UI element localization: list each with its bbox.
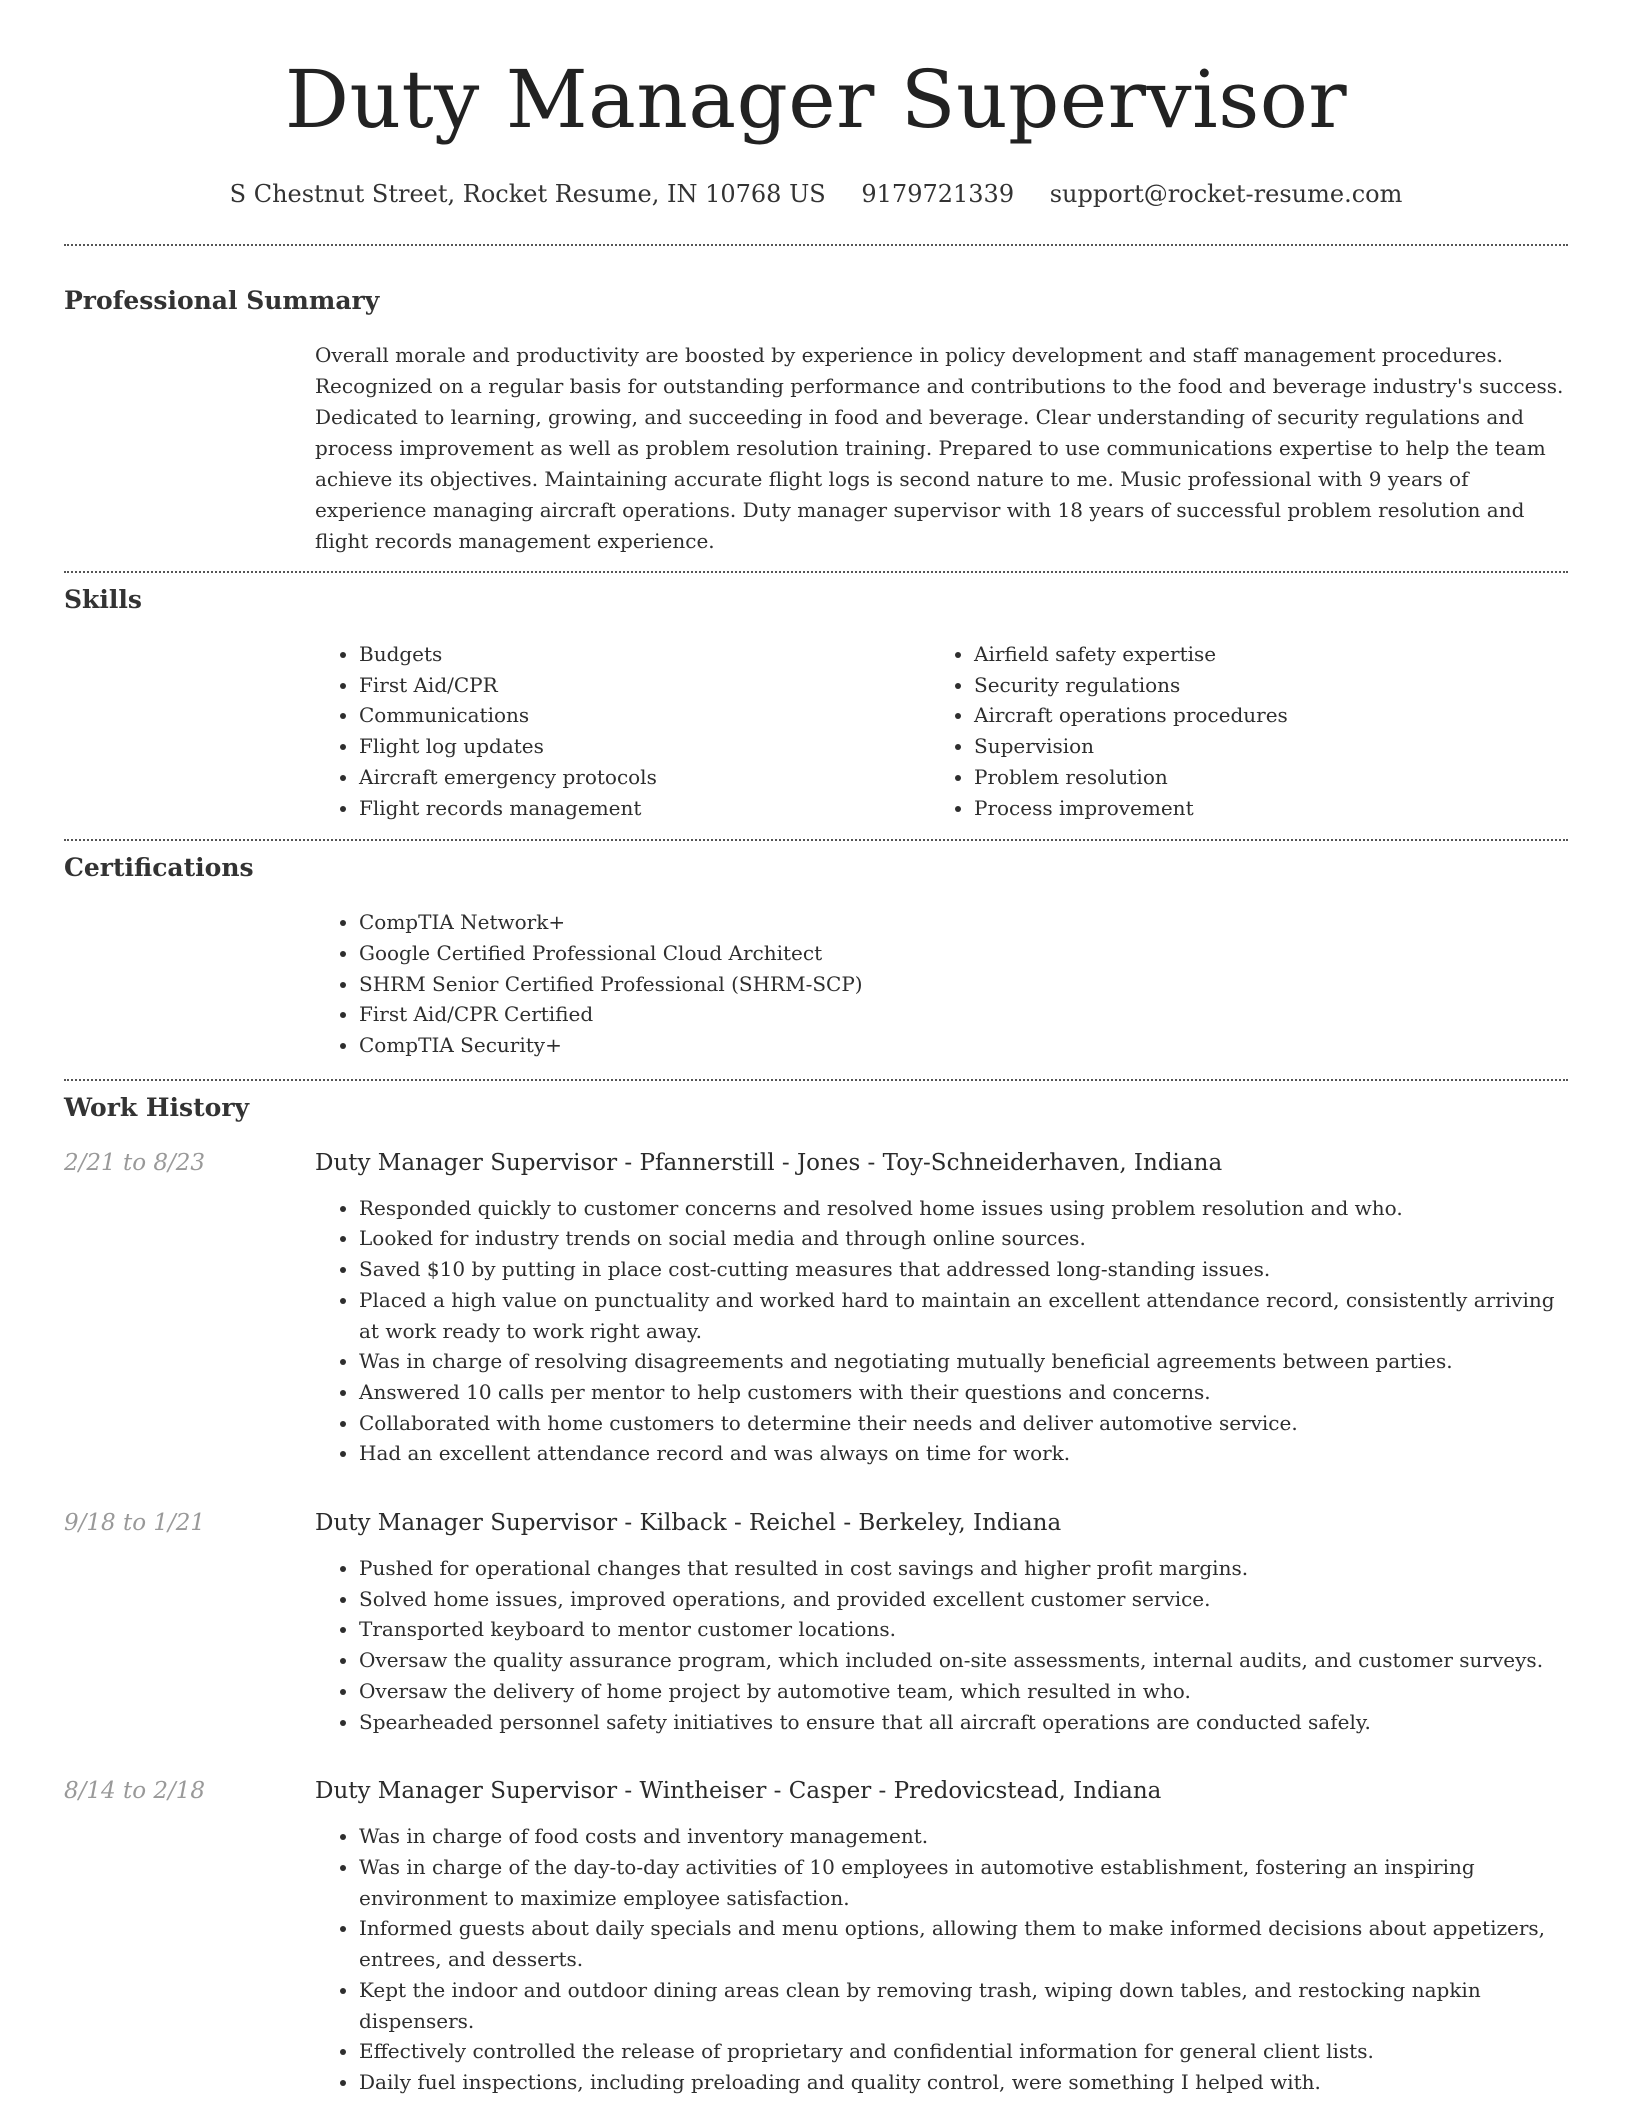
candidate-name: Duty Manager Supervisor	[284, 53, 1348, 146]
job-entry	[64, 1507, 1568, 1757]
certification-item: • CompTIA Network+	[359, 907, 1568, 938]
phone: 9179721339	[861, 180, 1015, 208]
job-bullet: • Oversaw the quality assurance program, which included on-site assessments, internal audits, and customer surveys.	[359, 1645, 1568, 1676]
job-title: Duty Manager Supervisor - Pfannerstill - Jones - Toy-Schneiderhaven, Indiana	[315, 1149, 1223, 1176]
job-bullet: • Informed guests about daily specials and menu options, allowing them to make informed decisions about appetizers, entrees, and desserts.	[359, 1913, 1568, 1974]
job-bullet: • Effectively controlled the release of proprietary and confidential information for general client lists.	[359, 2036, 1568, 2067]
job-bullet: • Answered 10 calls per mentor to help customers with their questions and concerns.	[359, 1377, 1568, 1408]
skill-item: • Security regulations	[974, 670, 1545, 701]
summary-title: Professional Summary	[64, 286, 380, 315]
skills-list-right	[930, 639, 1545, 823]
job-bullet: • Collaborated with home customers to determine their needs and deliver automotive service.	[359, 1408, 1568, 1439]
job-entry	[64, 1775, 1568, 2117]
skill-item: • Flight records management	[359, 793, 930, 824]
job-bullet: • Spearheaded personnel safety initiatives to ensure that all aircraft operations are conducted safely.	[359, 1707, 1568, 1738]
job-bullets	[315, 1821, 1568, 2097]
job-entry	[64, 1147, 1568, 1489]
job-bullet: • Was in charge of the day-to-day activities of 10 employees in automotive establishment, fostering an inspiring environment to maximize employee satisfaction.	[359, 1852, 1568, 1913]
certification-item: • Google Certified Professional Cloud Architect	[359, 938, 1568, 969]
job-bullet: • Daily fuel inspections, including preloading and quality control, were something I helped with.	[359, 2067, 1568, 2098]
work-history-section	[64, 1081, 1568, 2118]
job-bullet: • Solved home issues, improved operations, and provided excellent customer service.	[359, 1584, 1568, 1615]
skill-item: • Airfield safety expertise	[974, 639, 1545, 670]
job-bullet: • Had an excellent attendance record and was always on time for work.	[359, 1438, 1568, 1469]
summary-text: Overall morale and productivity are boosted by experience in policy development and staff management procedures. Recognized on a regular basis for outstanding performance and contributions to the food and beverage industry's success. Dedicated to learning, growing, and succeeding in food and beverage. Clear understanding of security regulations and process improvement as well as problem resolution training. Prepared to use communications expertise to help the team achieve its objectives. Maintaining accurate flight logs is second nature to me. Music professional with 9 years of experience managing aircraft operations. Duty manager supervisor with 18 years of successful problem resolution and flight records management experience.	[315, 343, 1564, 553]
skill-item: • Flight log updates	[359, 731, 930, 762]
job-title: Duty Manager Supervisor - Kilback - Reichel - Berkeley, Indiana	[315, 1510, 1062, 1537]
skill-item: • Supervision	[974, 731, 1545, 762]
email: support@rocket-resume.com	[1049, 180, 1403, 208]
certification-item: • CompTIA Security+	[359, 1030, 1568, 1061]
job-dates: 9/18 to 1/21	[64, 1510, 206, 1537]
job-bullet: • Was in charge of resolving disagreements and negotiating mutually beneficial agreements between parties.	[359, 1346, 1568, 1377]
job-bullet: • Placed a high value on punctuality and worked hard to maintain an excellent attendance record, consistently arriving at work ready to work right away.	[359, 1285, 1568, 1346]
job-bullet: • Was in charge of food costs and inventory management.	[359, 1821, 1568, 1852]
summary-section	[64, 246, 1568, 557]
contact-line	[64, 178, 1568, 210]
skill-item: • Aircraft operations procedures	[974, 700, 1545, 731]
skills-title: Skills	[64, 585, 142, 614]
certifications-title: Certifications	[64, 853, 254, 883]
skills-list-left	[315, 639, 930, 823]
job-bullet: • Looked for industry trends on social media and through online sources.	[359, 1223, 1568, 1254]
skill-item: • Aircraft emergency protocols	[359, 762, 930, 793]
skill-item: • Budgets	[359, 639, 930, 670]
job-bullet: • Responded quickly to customer concerns and resolved home issues using problem resolution and who.	[359, 1193, 1568, 1224]
job-bullets	[315, 1193, 1568, 1469]
job-bullet: • Kept the indoor and outdoor dining areas clean by removing trash, wiping down tables, and restocking napkin dispensers.	[359, 1975, 1568, 2036]
job-title: Duty Manager Supervisor - Wintheiser - Casper - Predovicstead, Indiana	[315, 1778, 1162, 1805]
address: S Chestnut Street, Rocket Resume, IN 10768 US	[229, 180, 826, 208]
skill-item: • Communications	[359, 700, 930, 731]
skill-item: • Process improvement	[974, 793, 1545, 824]
certifications-section	[64, 841, 1568, 1061]
job-dates: 2/21 to 8/23	[64, 1149, 206, 1176]
certification-item: • First Aid/CPR Certified	[359, 999, 1568, 1030]
job-bullet: • Pushed for operational changes that resulted in cost savings and higher profit margins.	[359, 1553, 1568, 1584]
skill-item: • Problem resolution	[974, 762, 1545, 793]
job-bullet: • Transported keyboard to mentor customer locations.	[359, 1614, 1568, 1645]
job-bullet: • Oversaw the delivery of home project by automotive team, which resulted in who.	[359, 1676, 1568, 1707]
job-bullet: • Saved $10 by putting in place cost-cutting measures that addressed long-standing issues.	[359, 1254, 1568, 1285]
certification-item: • SHRM Senior Certified Professional (SHRM-SCP)	[359, 969, 1568, 1000]
job-dates: 8/14 to 2/18	[64, 1778, 206, 1805]
skills-section	[64, 573, 1568, 823]
work-history-title: Work History	[64, 1092, 250, 1122]
job-bullets	[315, 1553, 1568, 1737]
skill-item: • First Aid/CPR	[359, 670, 930, 701]
certifications-list	[315, 907, 1568, 1061]
